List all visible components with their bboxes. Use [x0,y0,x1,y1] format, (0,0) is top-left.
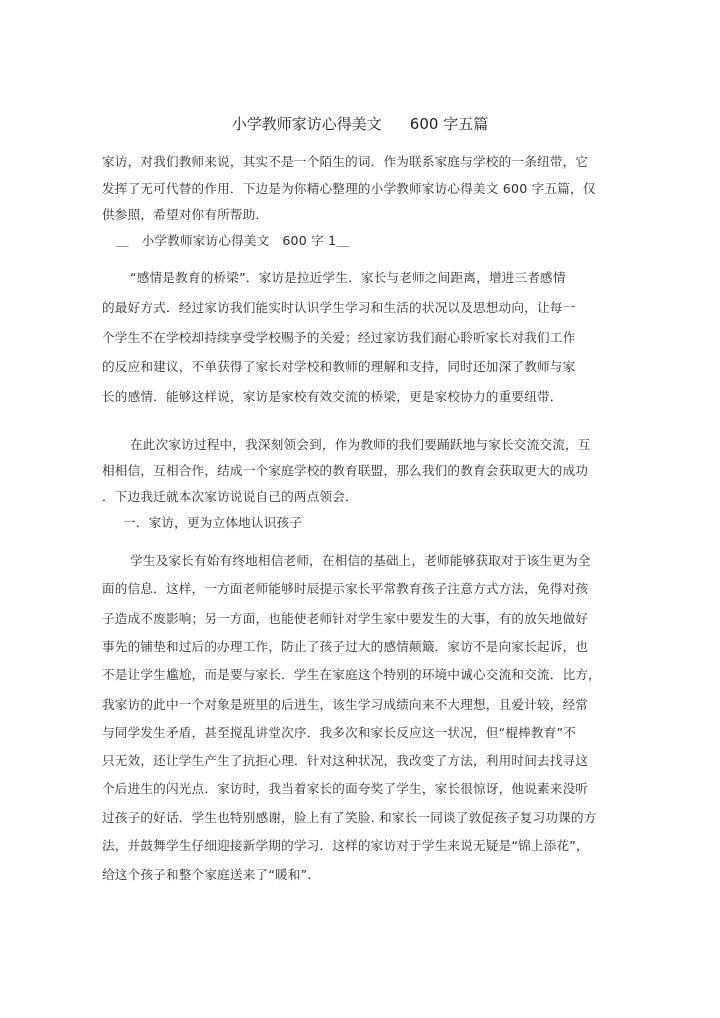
paragraph3-line-5: 不是让学生尴尬，而是要与家长．学生在家庭这个特别的环境中诚心交流和交流．比方， [102,667,601,682]
paragraph1-line-5: 长的感情．能够这样说，家访是家校有效交流的桥梁，更是家校协力的重要纽带． [102,389,563,404]
title-text: 小学教师家访心得美文 [231,115,382,133]
paragraph3-line-1: 学生及家长有始有终地相信老师，在相信的基础上，老师能够获取对于该生更为全 [130,553,591,568]
paragraph3-line-11: 法，并鼓舞学生仔细迎接新学期的学习．这样的家访对于学生来说无疑是“锦上添花”， [102,838,589,853]
paragraph2-line-1: 在此次家访过程中，我深刻领会到，作为教师的我们要踊跃地与家长交流交流，互 [130,437,591,452]
section-heading: ＿ 小学教师家访心得美文 600 字 1＿ [116,233,350,248]
intro-line-3: 供参照，希望对你有所帮助． [102,207,269,222]
paragraph3-line-12: 给这个孩子和整个家庭送来了“暖和”． [102,867,321,882]
intro-line-1: 家访，对我们教师来说，其实不是一个陌生的词．作为联系家庭与学校的一条纽带，它 [102,154,589,169]
paragraph3-line-3: 子造成不废影响；另一方面，也能使老师针对学生家中要发生的大事，有的放矢地做好 [102,611,589,626]
subheading: 一．家访，更为立体地认识孩子 [123,515,303,530]
paragraph1-line-2: 的最好方式．经过家访我们能实时认识学生学习和生活的状况以及思想动向，让每一 [102,300,576,315]
paragraph3-line-10: 过孩子的好话．学生也特别感谢，脸上有了笑脸. 和家长一同谈了敦促孩子复习功课的方 [102,810,597,825]
document-title [0,114,720,134]
paragraph2-line-2: 相相信，互相合作，结成一个家庭学校的教育联盟，那么我们的教育会获取更大的成功 [102,463,589,478]
paragraph3-line-9: 个后进生的闪光点．家访时，我当着家长的面夸奖了学生，家长很惊讶，他说素来没听 [102,781,589,796]
paragraph1-line-1: “感情是教育的桥梁”．家访是拉近学生．家长与老师之间距离，增进三者感情 [130,270,566,285]
title-suffix: 600 字五篇 [409,115,489,133]
paragraph1-line-4: 的反应和建议，不单获得了家长对学校和教师的理解和支持，同时还加深了教师与家 [102,359,576,374]
paragraph1-line-3: 个学生不在学校却持续享受学校赐予的关爱；经过家访我们耐心聆听家长对我们工作 [102,330,576,345]
paragraph3-line-8: 只无效，还让学生产生了抗拒心理．针对这种状况，我改变了方法，利用时间去找寻这 [102,753,589,768]
intro-line-2: 发挥了无可代替的作用．下边是为你精心整理的小学教师家访心得美文 600 字五篇，仅 [102,181,596,196]
paragraph3-line-4: 事先的铺垫和过后的办理工作，防止了孩子过大的感情颠簸．家访不是向家长起诉，也 [102,639,589,654]
paragraph2-line-3: ．下边我迁就本次家访说说自己的两点领会． [102,489,358,504]
paragraph3-line-2: 面的信息．这样，一方面老师能够时辰提示家长平常教育孩子注意方式方法，免得对孩 [102,581,589,596]
paragraph3-line-6: 我家访的此中一个对象是班里的后进生，该生学习成绩向来不大理想，且爱计较，经常 [102,697,589,712]
paragraph3-line-7: 与同学发生矛盾，甚至搅乱讲堂次序．我多次和家长反应这一状况，但“棍棒教育”不 [102,725,577,740]
